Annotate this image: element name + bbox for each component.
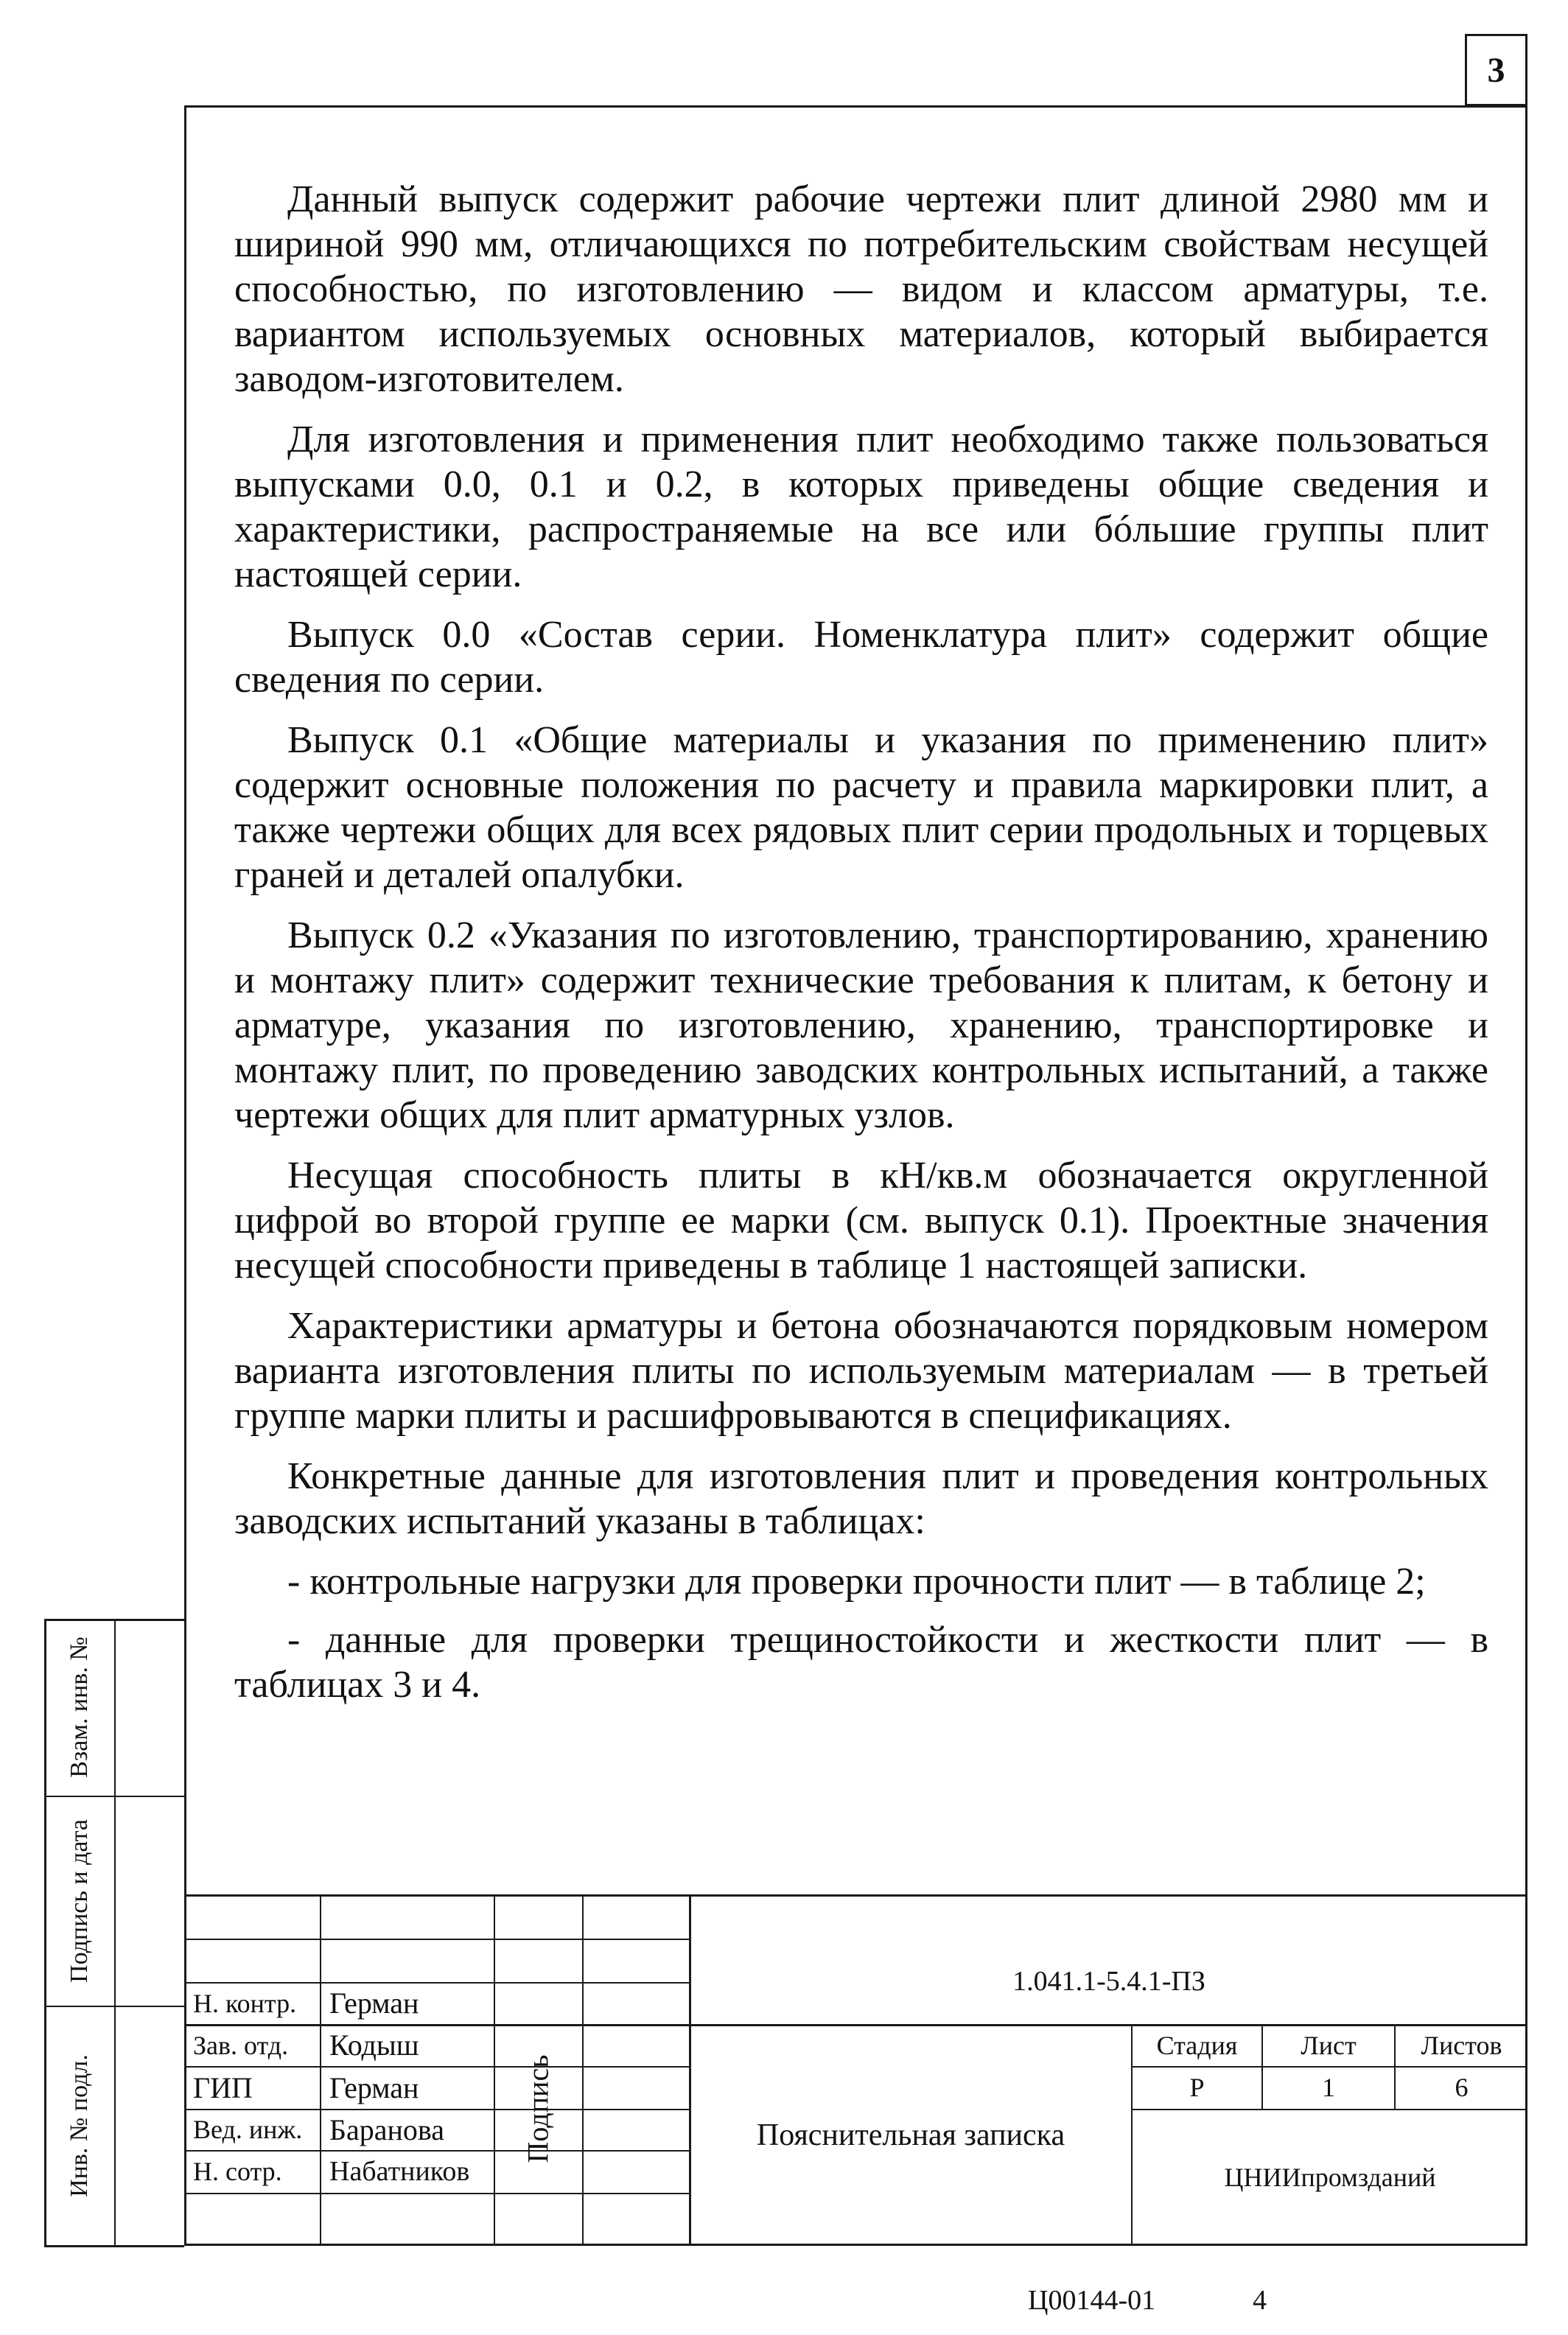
sheet-value: 1 bbox=[1322, 2073, 1335, 2102]
sheet-label: Лист bbox=[1301, 2030, 1357, 2060]
name-ved-inzh: Баранова bbox=[329, 2112, 444, 2146]
name-n-kontr: Герман bbox=[329, 1986, 419, 2020]
document-title: Пояснительная записка bbox=[756, 2118, 1065, 2152]
role-gip: ГИП bbox=[193, 2070, 253, 2104]
paragraph-4: Выпуск 0.1 «Общие материалы и указания по применению плит» содержит основные положения по расчету и правила маркировки плит, а также чертежи общих для всех рядовых плит серии продольных и торцевых граней и деталей опалубки. bbox=[234, 719, 1488, 896]
sheets-label: Листов bbox=[1421, 2030, 1502, 2060]
role-ved-inzh: Вед. инж. bbox=[193, 2115, 303, 2144]
vzam-inv-label: Взам. инв. № bbox=[66, 1636, 93, 1778]
signature-label: Подпись bbox=[521, 2054, 555, 2163]
sheets-value: 6 bbox=[1455, 2073, 1469, 2102]
podpis-data-label: Подпись и дата bbox=[66, 1819, 93, 1983]
role-n-sotr: Н. сотр. bbox=[193, 2157, 282, 2186]
name-n-sotr: Набатников bbox=[329, 2156, 470, 2187]
paragraph-1: Данный выпуск содержит рабочие чертежи плит длиной 2980 мм и шириной 990 мм, отличающихся по потребительским свойствам несущей способностью, по изготовлению — видом и классом арматуры, т.е. вариантом используемых основных материалов, который выбирается заводом-изготовителем. bbox=[234, 178, 1488, 400]
paragraph-5: Выпуск 0.2 «Указания по изготовлению, транспортированию, хранению и монтажу плит» содержит технические требования к плитам, к бетону и арматуре, указания по изготовлению, хранению, транспортировке и монтажу плит, по проведению заводских контрольных испытаний, а также чертежи общих для плит арматурных узлов. bbox=[234, 914, 1488, 1136]
stage-label: Стадия bbox=[1156, 2030, 1238, 2060]
footer-page: 4 bbox=[1253, 2285, 1267, 2316]
sheet-number: 3 bbox=[1465, 34, 1527, 106]
paragraph-7: Характеристики арматуры и бетона обозначаются порядковым номером варианта изготовления плиты по используемым материалам — в третьей группе марки плиты и расшифровываются в спецификациях. bbox=[234, 1305, 1488, 1437]
list-item-1: - контрольные нагрузки для проверки прочности плит — в таблице 2; bbox=[287, 1561, 1426, 1603]
list-item-2: - данные для проверки трещиностойкости и жесткости плит — в таблицах 3 и 4. bbox=[234, 1619, 1488, 1706]
explanatory-text bbox=[234, 177, 1488, 1720]
inv-podl-label: Инв. № подл. bbox=[66, 2054, 93, 2197]
paragraph-8: Конкретные данные для изготовления плит и проведения контрольных заводских испытаний указаны в таблицах: bbox=[234, 1455, 1488, 1542]
name-gip: Герман bbox=[329, 2070, 419, 2104]
paragraph-6: Несущая способность плиты в кН/кв.м обозначается округленной цифрой во второй группе ее марки (см. выпуск 0.1). Проектные значения несущей способности приведены в таблице 1 настоящей записки. bbox=[234, 1155, 1488, 1286]
role-n-kontr: Н. контр. bbox=[193, 1988, 297, 2018]
role-zav-otd: Зав. отд. bbox=[193, 2030, 289, 2060]
organization: ЦНИИпромзданий bbox=[1224, 2163, 1436, 2192]
stage-value: Р bbox=[1189, 2073, 1205, 2102]
paragraph-3: Выпуск 0.0 «Состав серии. Номенклатура плит» содержит общие сведения по серии. bbox=[234, 614, 1488, 701]
name-zav-otd: Кодыш bbox=[329, 2028, 419, 2062]
paragraph-2: Для изготовления и применения плит необходимо также пользоваться выпусками 0.0, 0.1 и 0.2, в которых приведены общие сведения и характеристики, распространяемые на все или бóльшие группы плит настоящей серии. bbox=[234, 419, 1488, 595]
footer-code: Ц00144-01 bbox=[1028, 2285, 1156, 2316]
document-code: 1.041.1-5.4.1-ПЗ bbox=[1012, 1966, 1205, 1997]
